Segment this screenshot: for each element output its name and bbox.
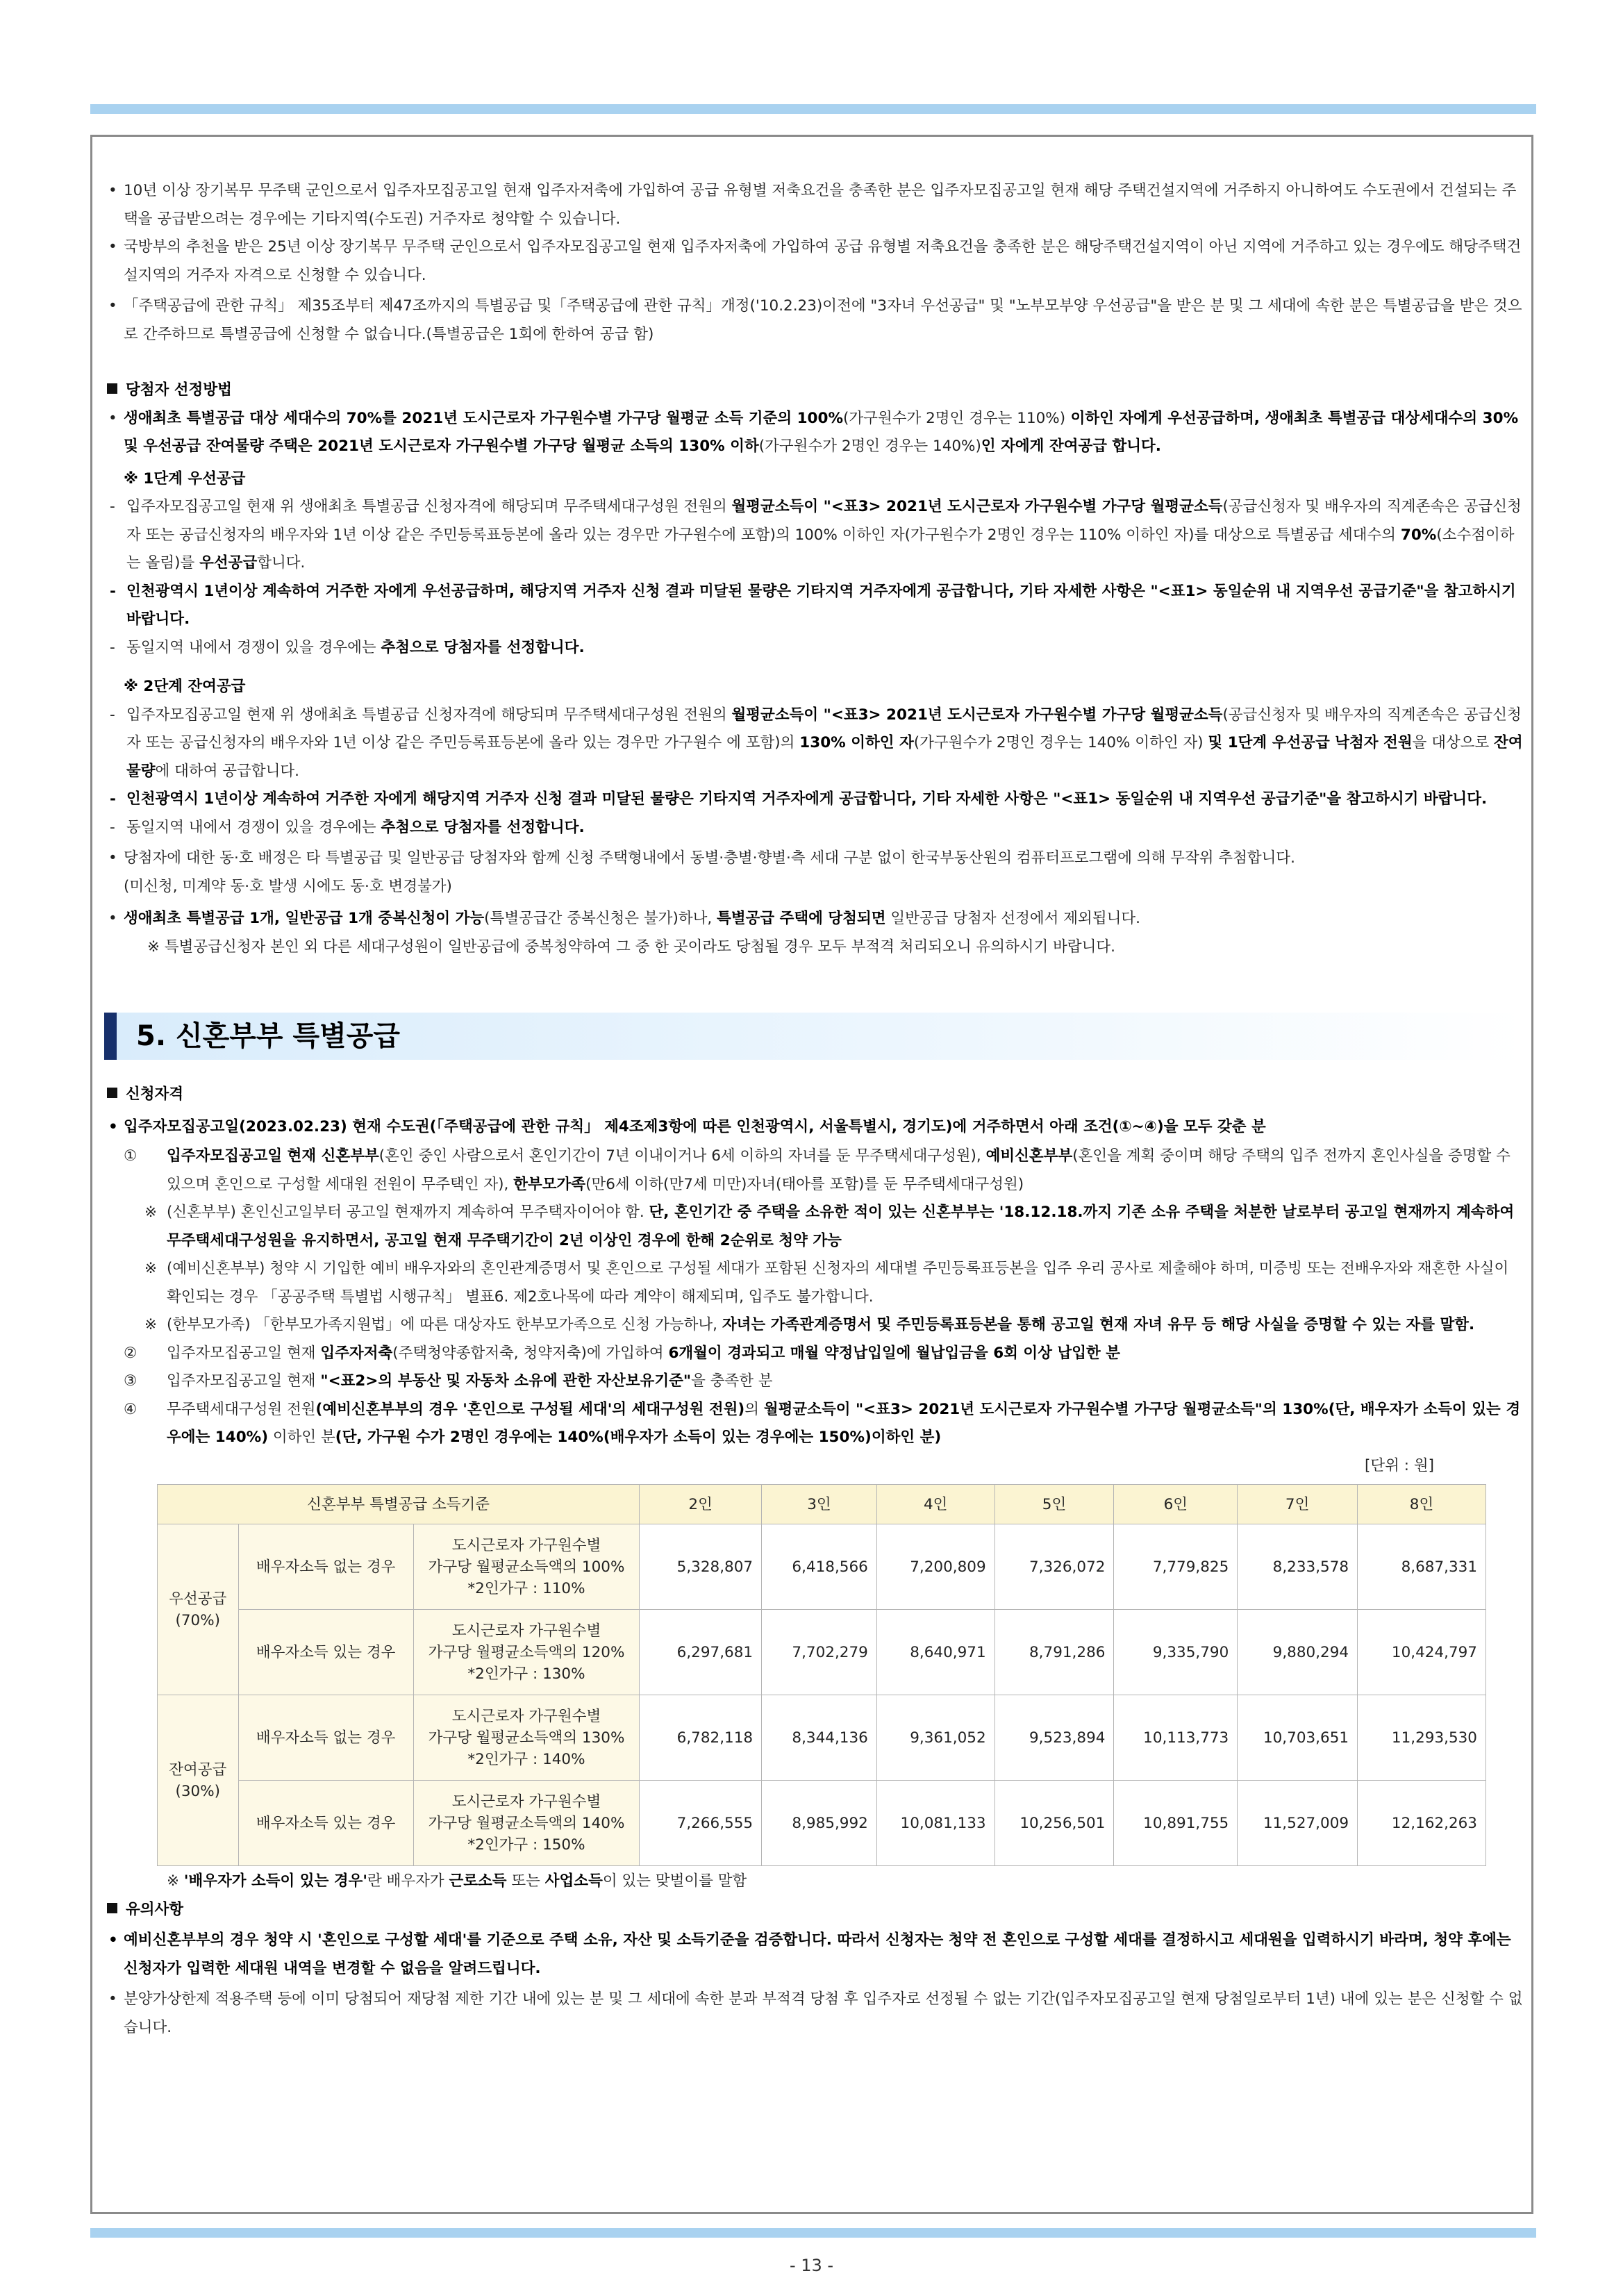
table-income-value: 9,361,052 <box>876 1695 994 1781</box>
table-header-row <box>158 1485 1486 1524</box>
table-criteria-description: 도시근로자 가구원수별 가구당 월평균소득액의 130% *2인가구 : 140% <box>413 1695 640 1781</box>
table-group-label: 잔여공급 (30%) <box>158 1695 239 1866</box>
table-income-value: 12,162,263 <box>1358 1781 1486 1866</box>
table-income-value: 11,293,530 <box>1358 1695 1486 1781</box>
table-unit-label: [단위 : 원] <box>1365 1456 1434 1474</box>
table-footnote: ※ '배우자가 소득이 있는 경우'란 배우자가 근로소득 또는 사업소득이 있는 맞벌이를 말함 <box>167 1872 747 1890</box>
income-standard-table <box>157 1484 1486 1866</box>
document-body <box>104 177 1524 2042</box>
condition-1-remark-newlywed: ※ (신혼부부) 혼인신고일부터 공고일 현재까지 계속하여 무주택자이어야 함. 단, 혼인기간 중 주택을 소유한 적이 있는 신혼부부는 '18.12.18.까지 기존 소유 주택을 처분한 날로부터 공고일 현재까지 계속하여 무주택세대구성원을 유지하면서, 공고일 현재 무주택기간이 2년 이상인 경우에 한해 2순위로 청약 가능 <box>144 1204 1515 1249</box>
stage2-item-lottery: - 동일지역 내에서 경쟁이 있을 경우에는 추첨으로 당첨자를 선정합니다. <box>104 814 1524 842</box>
caution-item-prospective: • 예비신혼부부의 경우 청약 시 '혼인으로 구성할 세대'를 기준으로 주택 소유, 자산 및 소득기준을 검증합니다. 따라서 신청자는 청약 전 혼인으로 구성할 세대를 결정하시고 세대원을 입력하시기 바라며, 청약 후에는 신청자가 입력한 세대원 내역을 변경할 수 없음을 알려드립니다. <box>104 1927 1524 1983</box>
table-income-value: 10,703,651 <box>1238 1695 1358 1781</box>
square-bullet-icon <box>107 383 117 394</box>
table-spouse-income-label: 배우자소득 없는 경우 <box>238 1695 413 1781</box>
qualification-lead: • 입주자모집공고일(2023.02.23) 현재 수도권(「주택공급에 관한 규칙」 제4조제3항에 따른 인천광역시, 서울특별시, 경기도)에 거주하면서 아래 조건(①~④)을 모두 갖춘 분 <box>104 1113 1524 1142</box>
caution-item-restriction: • 분양가상한제 적용주택 등에 이미 당첨되어 재당첨 제한 기간 내에 있는 분 및 그 세대에 속한 분과 부적격 당첨 후 입주자로 선정될 수 없는 기간(입주자모집공고일 현재 당첨일로부터 1년) 내에 있는 분은 신청할 수 없습니다. <box>104 1986 1524 2042</box>
table-criteria-description: 도시근로자 가구원수별 가구당 월평균소득액의 140% *2인가구 : 150% <box>413 1781 640 1866</box>
table-income-value: 7,326,072 <box>994 1524 1114 1610</box>
table-income-value: 7,779,825 <box>1114 1524 1238 1610</box>
table-income-value: 10,891,755 <box>1114 1781 1238 1866</box>
table-header-cell: 8인 <box>1358 1485 1486 1524</box>
table-spouse-income-label: 배우자소득 있는 경우 <box>238 1781 413 1866</box>
condition-3: ③ 입주자모집공고일 현재 "<표2>의 부동산 및 자동차 소유에 관한 자산보유기준"을 충족한 분 <box>124 1372 773 1390</box>
selection-main-bullet: • 생애최초 특별공급 대상 세대수의 70%를 2021년 도시근로자 가구원수별 가구당 월평균 소득 기준의 100%(가구원수가 2명인 경우는 110%) 이하인 자에게 우선공급하며, 생애최초 특별공급 대상세대수의 30% 및 우선공급 잔여물량 주택은 2021년 도시근로자 가구원수별 가구당 월평균 소득의 130% 이하(가구원수가 2명인 경우는 140%)인 자에게 잔여공급 합니다. <box>104 405 1524 461</box>
table-header-cell: 3인 <box>762 1485 877 1524</box>
table-header-cell: 2인 <box>640 1485 762 1524</box>
table-income-value: 5,328,807 <box>640 1524 762 1610</box>
selection-bullet-duplicate: • 생애최초 특별공급 1개, 일반공급 1개 중복신청이 가능(특별공급간 중복신청은 불가)하나, 특별공급 주택에 당첨되면 일반공급 당첨자 선정에서 제외됩니다. <box>104 905 1524 933</box>
top-accent-bar <box>90 104 1536 114</box>
table-income-value: 6,297,681 <box>640 1610 762 1695</box>
table-income-value: 6,418,566 <box>762 1524 877 1610</box>
table-spouse-income-label: 배우자소득 있는 경우 <box>238 1610 413 1695</box>
table-row <box>158 1781 1486 1866</box>
table-income-value: 8,640,971 <box>876 1610 994 1695</box>
square-bullet-icon <box>107 1088 117 1098</box>
condition-1-remark-prospective: ※ (예비신혼부부) 청약 시 기입한 예비 배우자와의 혼인관계증명서 및 혼인으로 구성될 세대가 포함된 신청자의 세대별 주민등록표등본을 입주 우리 공사로 제출해야 하며, 미증빙 또는 전배우자와 재혼한 사실이 확인되는 경우 「공공주택 특별법 시행규칙」 별표6. 제2호나목에 따라 계약이 해제되며, 입주도 불가합니다. <box>144 1260 1509 1306</box>
stage2-item-income: - 입주자모집공고일 현재 위 생애최초 특별공급 신청자격에 해당되며 무주택세대구성원 전원의 월평균소득이 "<표3> 2021년 도시근로자 가구원수별 가구당 월평균소득(공급신청자 및 배우자의 직계존속은 공급신청자 또는 공급신청자의 배우자와 1년 이상 같은 주민등록표등본에 올라 있는 경우만 가구원수 에 포함)의 130% 이하인 자(가구원수가 2명인 경우는 140% 이하인 자) 및 1단계 우선공급 낙첨자 전원을 대상으로 잔여물량에 대하여 공급합니다. <box>104 701 1524 786</box>
table-income-value: 9,335,790 <box>1114 1610 1238 1695</box>
table-header-cell: 7인 <box>1238 1485 1358 1524</box>
section-title-bar <box>104 1013 1524 1060</box>
selection-duplicate-note: ※ 특별공급신청자 본인 외 다른 세대구성원이 일반공급에 중복청약하여 그 중 한 곳이라도 당첨될 경우 모두 부적격 처리되오니 유의하시기 바랍니다. <box>147 938 1116 956</box>
table-income-value: 10,424,797 <box>1358 1610 1486 1695</box>
table-income-value: 7,266,555 <box>640 1781 762 1866</box>
table-header-cell: 5인 <box>994 1485 1114 1524</box>
stage2-item-region: - 인천광역시 1년이상 계속하여 거주한 자에게 해당지역 거주자 신청 결과 미달된 물량은 기타지역 거주자에게 공급합니다, 기타 자세한 사항은 "<표1> 동일순위 내 지역우선 공급기준"을 참고하시기 바랍니다. <box>104 785 1524 814</box>
page-number: - 13 - <box>789 2256 834 2275</box>
stage1-item-lottery: - 동일지역 내에서 경쟁이 있을 경우에는 추첨으로 당첨자를 선정합니다. <box>104 634 1524 663</box>
table-row <box>158 1524 1486 1610</box>
bottom-accent-bar <box>90 2228 1536 2238</box>
stage1-item-income: - 입주자모집공고일 현재 위 생애최초 특별공급 신청자격에 해당되며 무주택세대구성원 전원의 월평균소득이 "<표3> 2021년 도시근로자 가구원수별 가구당 월평균소득(공급신청자 및 배우자의 직계존속은 공급신청자 또는 공급신청자의 배우자와 1년 이상 같은 주민등록표등본에 올라 있는 경우만 가구원수에 포함)의 100% 이하인 자(가구원수가 2명인 경우는 110% 이하인 자)를 대상으로 특별공급 세대수의 70%(소수점이하는 올림)를 우선공급합니다. <box>104 493 1524 578</box>
table-income-value: 9,880,294 <box>1238 1610 1358 1695</box>
table-income-value: 6,782,118 <box>640 1695 762 1781</box>
table-income-value: 8,344,136 <box>762 1695 877 1781</box>
table-income-value: 8,233,578 <box>1238 1524 1358 1610</box>
table-header-cell: 4인 <box>876 1485 994 1524</box>
table-criteria-description: 도시근로자 가구원수별 가구당 월평균소득액의 100% *2인가구 : 110% <box>413 1524 640 1610</box>
selection-unit-assignment-note: (미신청, 미계약 동·호 발생 시에도 동·호 변경불가) <box>124 877 452 895</box>
table-income-value: 8,985,992 <box>762 1781 877 1866</box>
selection-bullet-unit-assignment: • 당첨자에 대한 동·호 배정은 타 특별공급 및 일반공급 당첨자와 함께 신청 주택형내에서 동별·층별·향별·측 세대 구분 없이 한국부동산원의 컴퓨터프로그램에 의해 무작위 추첨합니다. <box>104 845 1524 873</box>
condition-2: ② 입주자모집공고일 현재 입주자저축(주택청약종합저축, 청약저축)에 가입하여 6개월이 경과되고 매월 약정납입일에 월납입금을 6회 이상 납입한 분 <box>124 1344 1121 1362</box>
qualification-heading: 신청자격 <box>104 1081 1524 1109</box>
condition-4: ④ 무주택세대구성원 전원(예비신혼부부의 경우 '혼인으로 구성될 세대'의 세대구성원 전원)의 월평균소득이 "<표3> 2021년 도시근로자 가구원수별 가구당 월평균소득"의 130%(단, 배우자가 소득이 있는 경우에는 140%) 이하인 분(단, 가구원 수가 2명인 경우에는 140%(배우자가 소득이 있는 경우에는 150%)이하인 분) <box>124 1400 1521 1446</box>
stage1-item-region: - 인천광역시 1년이상 계속하여 거주한 자에게 우선공급하며, 해당지역 거주자 신청 결과 미달된 물량은 기타지역 거주자에게 공급합니다, 기타 자세한 사항은 "<표1> 동일순위 내 지역우선 공급기준"을 참고하시기 바랍니다. <box>104 578 1524 634</box>
stage2-heading: ※ 2단계 잔여공급 <box>124 678 246 695</box>
intro-bullet-previous-special: • 「주택공급에 관한 규칙」 제35조부터 제47조까지의 특별공급 및「주택공급에 관한 규칙」개정('10.2.23)이전에 "3자녀 우선공급" 및 "노부모부양 우선공급"을 받은 분 및 그 세대에 속한 분은 특별공급을 받은 것으로 간주하므로 특별공급에 신청할 수 없습니다.(특별공급은 1회에 한하여 공급 함) <box>104 292 1524 349</box>
table-group-label: 우선공급 (70%) <box>158 1524 239 1695</box>
table-income-value: 10,256,501 <box>994 1781 1114 1866</box>
condition-1-remark-single-parent: ※ (한부모가족) 「한부모가족지원법」에 따른 대상자도 한부모가족으로 신청 가능하나, 자녀는 가족관계증명서 및 주민등록표등본을 통해 공고일 현재 자녀 유무 등 해당 사실을 증명할 수 있는 자를 말함. <box>144 1316 1475 1333</box>
caution-heading: 유의사항 <box>104 1896 1524 1924</box>
table-income-value: 9,523,894 <box>994 1695 1114 1781</box>
table-row <box>158 1695 1486 1781</box>
table-income-value: 11,527,009 <box>1238 1781 1358 1866</box>
table-criteria-description: 도시근로자 가구원수별 가구당 월평균소득액의 120% *2인가구 : 130% <box>413 1610 640 1695</box>
table-row <box>158 1610 1486 1695</box>
table-income-value: 7,200,809 <box>876 1524 994 1610</box>
condition-1: ① 입주자모집공고일 현재 신혼부부(혼인 중인 사람으로서 혼인기간이 7년 이내이거나 6세 이하의 자녀를 둔 무주택세대구성원), 예비신혼부부(혼인을 계획 중이며 해당 주택의 입주 전까지 혼인사실을 증명할 수 있으며 혼인으로 구성할 세대원 전원이 무주택인 자), 한부모가족(만6세 이하(만7세 미만)자녀(태아를 포함)를 둔 무주택세대구성원) <box>124 1147 1510 1193</box>
square-bullet-icon <box>107 1903 117 1913</box>
intro-bullet-military-25y: • 국방부의 추천을 받은 25년 이상 장기복무 무주택 군인으로서 입주자모집공고일 현재 입주자저축에 가입하여 공급 유형별 저축요건을 충족한 분은 해당주택건설지역이 아닌 지역에 거주하고 있는 경우에도 해당주택건설지역의 거주자 자격으로 신청할 수 있습니다. <box>104 233 1524 290</box>
table-income-value: 8,791,286 <box>994 1610 1114 1695</box>
table-header-cell: 6인 <box>1114 1485 1238 1524</box>
table-income-value: 10,081,133 <box>876 1781 994 1866</box>
stage1-heading: ※ 1단계 우선공급 <box>124 469 246 488</box>
table-income-value: 8,687,331 <box>1358 1524 1486 1610</box>
intro-bullet-military-10y: • 10년 이상 장기복무 무주택 군인으로서 입주자모집공고일 현재 입주자저축에 가입하여 공급 유형별 저축요건을 충족한 분은 입주자모집공고일 현재 해당 주택건설지역에 거주하지 아니하여도 수도권에서 건설되는 주택을 공급받으려는 경우에는 기타지역(수도권) 거주자로 청약할 수 있습니다. <box>104 177 1524 233</box>
table-income-value: 7,702,279 <box>762 1610 877 1695</box>
table-spouse-income-label: 배우자소득 없는 경우 <box>238 1524 413 1610</box>
section-title: 5. 신혼부부 특별공급 <box>136 1020 400 1052</box>
selection-heading: 당첨자 선정방법 <box>104 376 1524 405</box>
table-header-cell: 신혼부부 특별공급 소득기준 <box>158 1485 640 1524</box>
table-income-value: 10,113,773 <box>1114 1695 1238 1781</box>
